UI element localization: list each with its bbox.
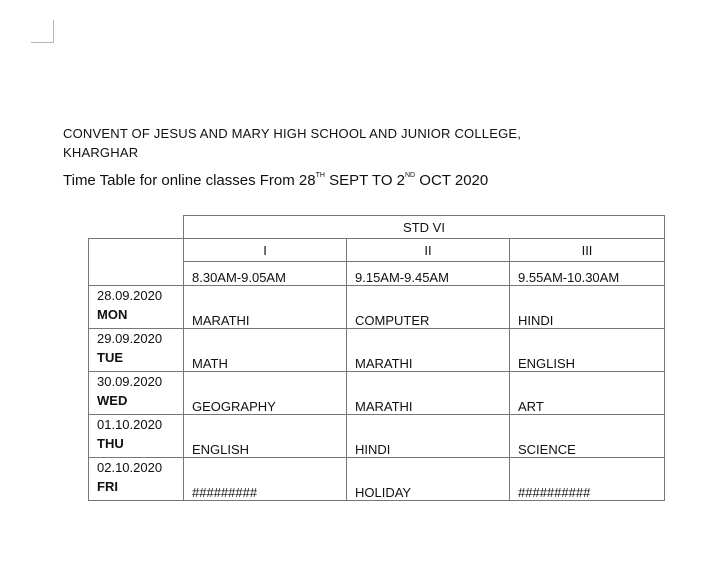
date-label: 02.10.2020 xyxy=(97,460,163,475)
school-name: CONVENT OF JESUS AND MARY HIGH SCHOOL AND JUNIOR COLLEGE, xyxy=(63,126,522,141)
day-cell xyxy=(89,372,184,415)
day-cell xyxy=(89,458,184,501)
subject-cell: HINDI xyxy=(510,286,665,329)
standard-header: STD VI xyxy=(184,216,665,239)
subject-cell: MATH xyxy=(184,329,347,372)
timetable xyxy=(88,215,665,501)
period-row xyxy=(89,239,665,262)
period-header-1: I xyxy=(184,239,347,262)
subject-cell: ########## xyxy=(510,458,665,501)
subject-cell: SCIENCE xyxy=(510,415,665,458)
subject-cell: HOLIDAY xyxy=(347,458,510,501)
date-label: 01.10.2020 xyxy=(97,417,163,432)
table-row xyxy=(89,372,665,415)
subject-cell: ENGLISH xyxy=(510,329,665,372)
empty-header-cell xyxy=(89,239,184,286)
standard-row xyxy=(89,216,665,239)
table-row xyxy=(89,415,665,458)
period-time-3: 9.55AM-10.30AM xyxy=(510,262,665,286)
subject-cell: MARATHI xyxy=(347,372,510,415)
school-location: KHARGHAR xyxy=(63,145,139,160)
day-cell xyxy=(89,415,184,458)
day-cell xyxy=(89,286,184,329)
period-time-1: 8.30AM-9.05AM xyxy=(184,262,347,286)
subject-cell: ######### xyxy=(184,458,347,501)
date-label: 29.09.2020 xyxy=(97,331,163,346)
day-label: TUE xyxy=(97,350,123,365)
period-header-3: III xyxy=(510,239,665,262)
table-row xyxy=(89,286,665,329)
subject-cell: GEOGRAPHY xyxy=(184,372,347,415)
subject-cell: HINDI xyxy=(347,415,510,458)
day-label: THU xyxy=(97,436,124,451)
day-label: MON xyxy=(97,307,128,322)
date-label: 28.09.2020 xyxy=(97,288,163,303)
subject-cell: MARATHI xyxy=(347,329,510,372)
table-row xyxy=(89,329,665,372)
table-row xyxy=(89,458,665,501)
period-time-2: 9.15AM-9.45AM xyxy=(347,262,510,286)
timetable-title: Time Table for online classes From 28TH SEPT TO 2ND OCT 2020 xyxy=(63,172,489,189)
day-cell xyxy=(89,329,184,372)
subject-cell: COMPUTER xyxy=(347,286,510,329)
empty-corner xyxy=(89,216,184,239)
subject-cell: ENGLISH xyxy=(184,415,347,458)
date-label: 30.09.2020 xyxy=(97,374,163,389)
page-corner-mark xyxy=(31,20,54,43)
day-label: WED xyxy=(97,393,128,408)
subject-cell: ART xyxy=(510,372,665,415)
day-label: FRI xyxy=(97,479,118,494)
document-header xyxy=(63,124,521,193)
subject-cell: MARATHI xyxy=(184,286,347,329)
period-header-2: II xyxy=(347,239,510,262)
